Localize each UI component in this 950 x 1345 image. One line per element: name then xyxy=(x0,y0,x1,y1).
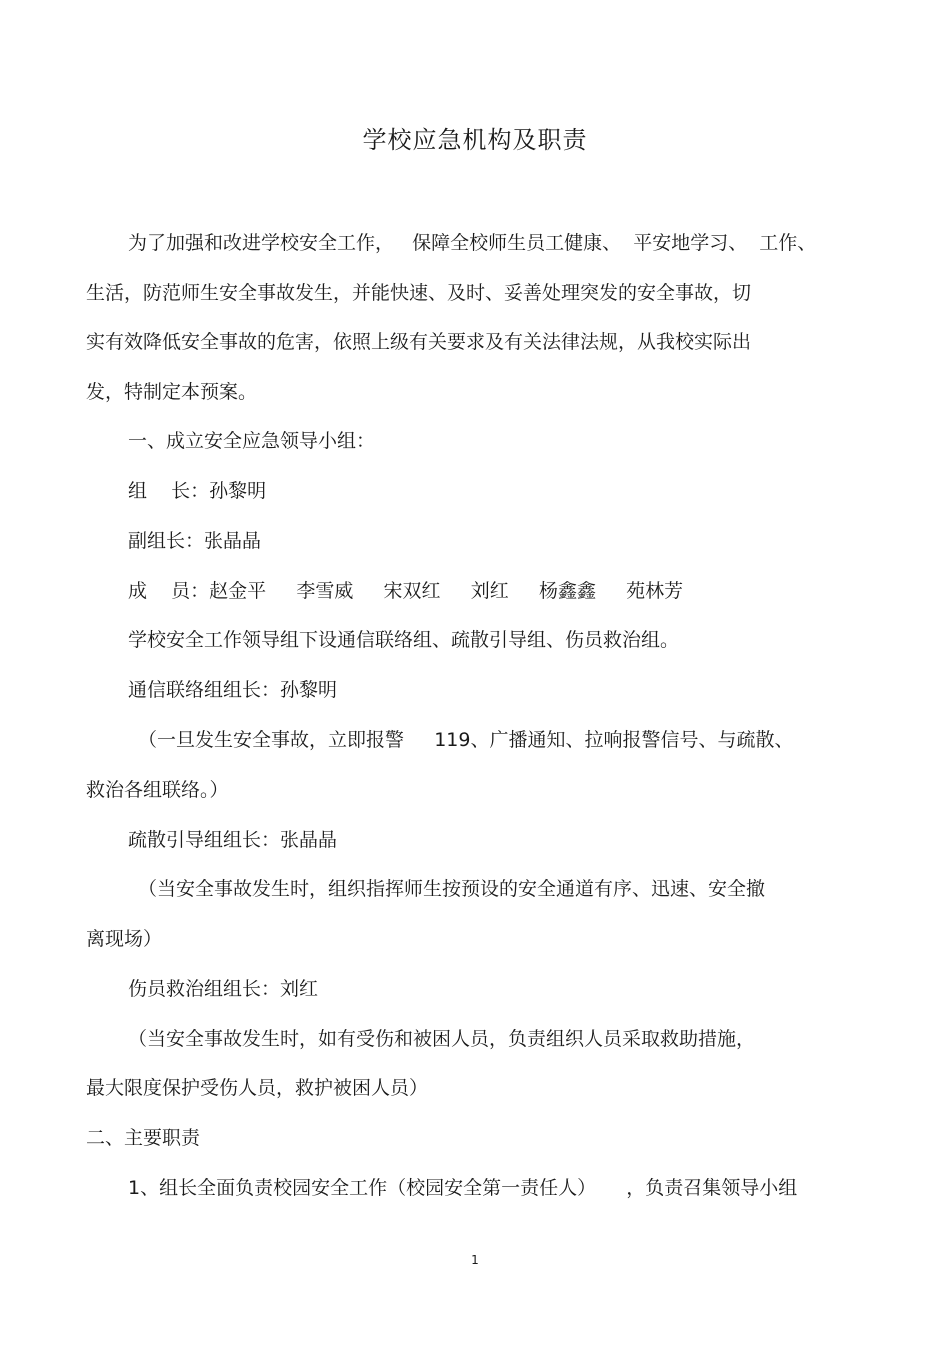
paragraph-line: 1、组长全面负责校园安全工作（校园安全第一责任人） ，负责召集领导小组 xyxy=(128,1177,798,1199)
paragraph-line: 学校安全工作领导组下设通信联络组、疏散引导组、伤员救治组。 xyxy=(128,629,680,651)
section-heading: 一、成立安全应急领导小组： xyxy=(128,430,376,452)
paragraph-line: 疏散引导组组长：张晶晶 xyxy=(128,829,338,851)
page-number: 1 xyxy=(471,1253,479,1267)
paragraph-line: 离现场） xyxy=(86,928,163,950)
paragraph-line: 副组长：张晶晶 xyxy=(128,530,262,552)
section-heading: 二、主要职责 xyxy=(86,1127,201,1149)
paragraph-line: 组 长：孙黎明 xyxy=(128,480,267,502)
document-title: 学校应急机构及职责 xyxy=(362,126,588,154)
paragraph-line: 救治各组联络。） xyxy=(86,779,229,801)
paragraph-line: 通信联络组组长：孙黎明 xyxy=(128,679,338,701)
paragraph-line: 成 员：赵金平 李雪威 宋双红 刘红 杨鑫鑫 苑林芳 xyxy=(128,580,684,602)
paragraph-line: （一旦发生安全事故，立即报警 119、广播通知、拉响报警信号、与疏散、 xyxy=(138,729,794,751)
paragraph-line: 伤员救治组组长：刘红 xyxy=(128,978,319,1000)
paragraph-line: （当安全事故发生时，组织指挥师生按预设的安全通道有序、迅速、安全撤 xyxy=(138,878,766,900)
paragraph-line: 实有效降低安全事故的危害，依照上级有关要求及有关法律法规，从我校实际出 xyxy=(86,331,752,353)
paragraph-line: 最大限度保护受伤人员，救护被困人员） xyxy=(86,1077,429,1099)
paragraph-line: 为了加强和改进学校安全工作， 保障全校师生员工健康、 平安地学习、 工作、 xyxy=(128,232,817,254)
paragraph-line: 生活，防范师生安全事故发生，并能快速、及时、妥善处理突发的安全事故，切 xyxy=(86,282,752,304)
paragraph-line: （当安全事故发生时，如有受伤和被困人员，负责组织人员采取救助措施， xyxy=(128,1028,756,1050)
paragraph-line: 发，特制定本预案。 xyxy=(86,381,258,403)
